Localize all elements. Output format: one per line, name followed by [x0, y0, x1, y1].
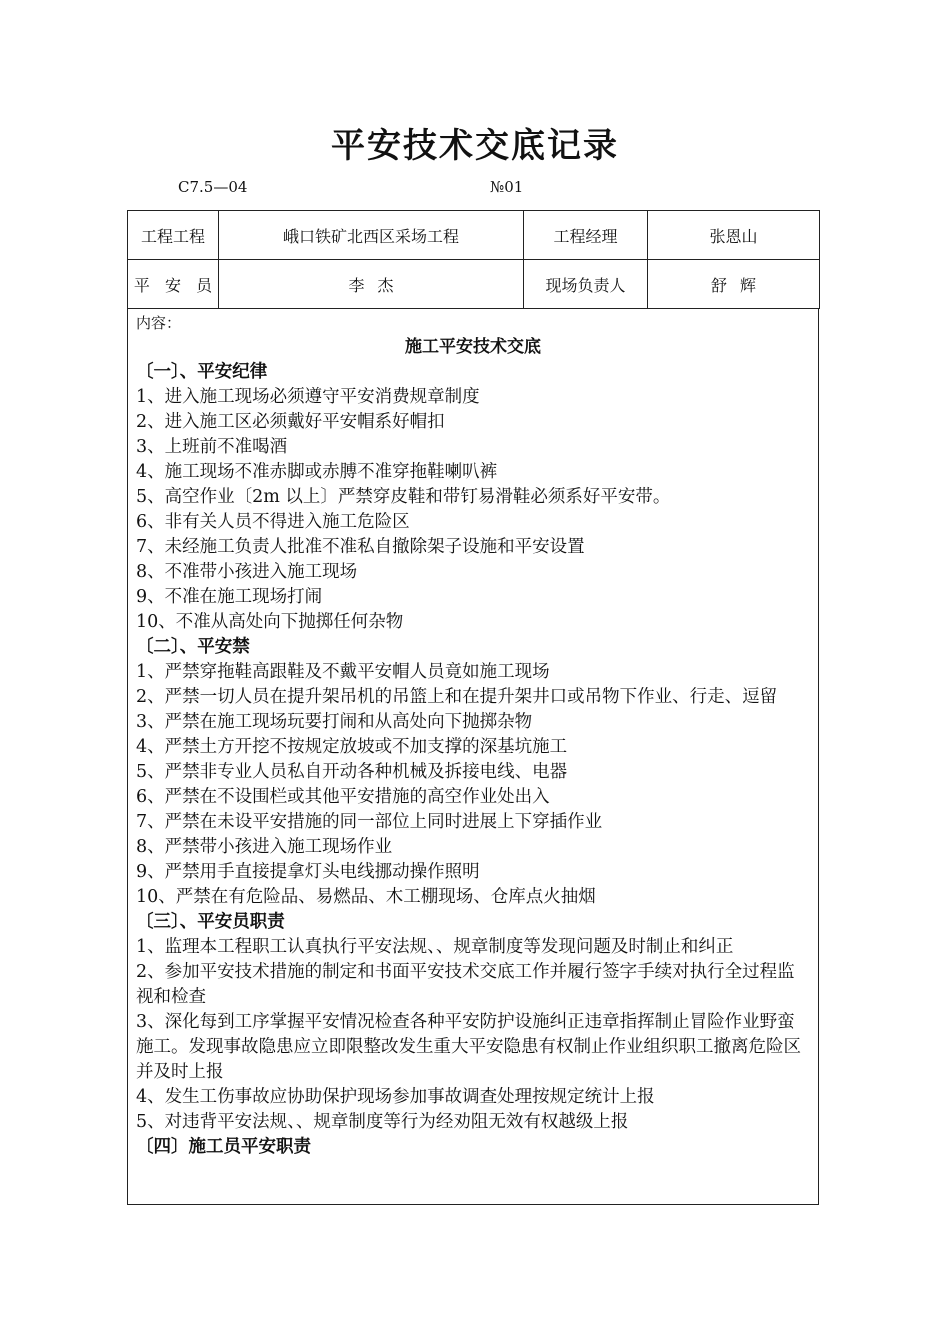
- content-line: 10、严禁在有危险品、易燃品、木工棚现场、仓库点火抽烟: [136, 887, 596, 907]
- content-line: 4、发生工伤事故应协助保护现场参加事故调查处理按规定统计上报: [136, 1087, 655, 1107]
- content-line: 2、严禁一切人员在提升架吊机的吊篮上和在提升架井口或吊物下作业、行走、逗留: [136, 687, 778, 707]
- safety-officer-value: 李 杰: [219, 260, 524, 309]
- info-row-project: [128, 211, 820, 260]
- content-line: 10、不准从高处向下抛掷任何杂物: [136, 612, 404, 632]
- content-line: 1、监理本工程职工认真执行平安法规、、规章制度等发现问题及时制止和纠正: [136, 937, 734, 957]
- content-line: 2、进入施工区必须戴好平安帽系好帽扣: [136, 412, 445, 432]
- content-line: 4、施工现场不准赤脚或赤膊不准穿拖鞋喇叭裤: [136, 462, 498, 482]
- site-leader-label: 现场负责人: [524, 260, 648, 309]
- content-line: 7、未经施工负责人批准不准私自撤除架子设施和平安设置: [136, 537, 585, 557]
- content-line: 7、严禁在未设平安措施的同一部位上同时进展上下穿插作业: [136, 812, 603, 832]
- content-line: 3、严禁在施工现场玩要打闹和从高处向下抛掷杂物: [136, 712, 533, 732]
- content-line: 5、对违背平安法规、、规章制度等行为经劝阻无效有权越级上报: [136, 1112, 629, 1132]
- project-info-table: [127, 210, 820, 309]
- safety-officer-label: 平 安 员: [128, 260, 219, 309]
- content-line: 9、严禁用手直接提拿灯头电线挪动操作照明: [136, 862, 480, 882]
- project-name-value: 峨口铁矿北西区采场工程: [219, 211, 524, 260]
- info-row-safety: [128, 260, 820, 309]
- section-heading: 〔二〕、平安禁: [136, 637, 250, 657]
- content-line: 1、进入施工现场必须遵守平安消费规章制度: [136, 387, 480, 407]
- section-heading: 〔三〕、平安员职责: [136, 912, 285, 932]
- content-line: 9、不准在施工现场打闹: [136, 587, 323, 607]
- site-leader-value: 舒 辉: [648, 260, 820, 309]
- content-line: 5、严禁非专业人员私自开动各种机械及拆接电线、电器: [136, 762, 568, 782]
- form-code: C7.5—04: [178, 178, 248, 196]
- content-section: [127, 308, 819, 1205]
- content-line: 6、非有关人员不得进入施工危险区: [136, 512, 410, 532]
- content-line: 8、严禁带小孩进入施工现场作业: [136, 837, 393, 857]
- content-line: 6、严禁在不设围栏或其他平安措施的高空作业处出入: [136, 787, 550, 807]
- record-number: №01: [490, 178, 524, 196]
- section-heading: 〔四〕施工员平安职责: [136, 1137, 311, 1157]
- content-line: 4、严禁土方开挖不按规定放坡或不加支撑的深基坑施工: [136, 737, 568, 757]
- project-manager-value: 张恩山: [648, 211, 820, 260]
- content-line: 5、高空作业〔2m 以上〕严禁穿皮鞋和带钉易滑鞋必须系好平安带。: [136, 487, 671, 507]
- content-heading: 施工平安技术交底: [405, 337, 541, 357]
- content-line: 1、严禁穿拖鞋高跟鞋及不戴平安帽人员竟如施工现场: [136, 662, 550, 682]
- project-manager-label: 工程经理: [524, 211, 648, 260]
- content-line: 2、参加平安技术措施的制定和书面平安技术交底工作并履行签字手续对执行全过程监视和检查: [136, 962, 795, 1007]
- content-line: 3、上班前不准喝酒: [136, 437, 288, 457]
- project-name-label: 工程工程: [128, 211, 219, 260]
- content-line: 8、不准带小孩进入施工现场: [136, 562, 358, 582]
- document-title: 平安技术交底记录: [331, 126, 619, 166]
- content-line: 3、深化每到工序掌握平安情况检查各种平安防护设施纠正违章指挥制止冒险作业野蛮施工。发现事故隐患应立即限整改发生重大平安隐患有权制止作业组织职工撤离危险区并及时上报: [136, 1012, 801, 1082]
- content-lines: [136, 360, 810, 1160]
- section-heading: 〔一〕、平安纪律: [136, 362, 268, 382]
- content-label: 内容：: [136, 314, 182, 332]
